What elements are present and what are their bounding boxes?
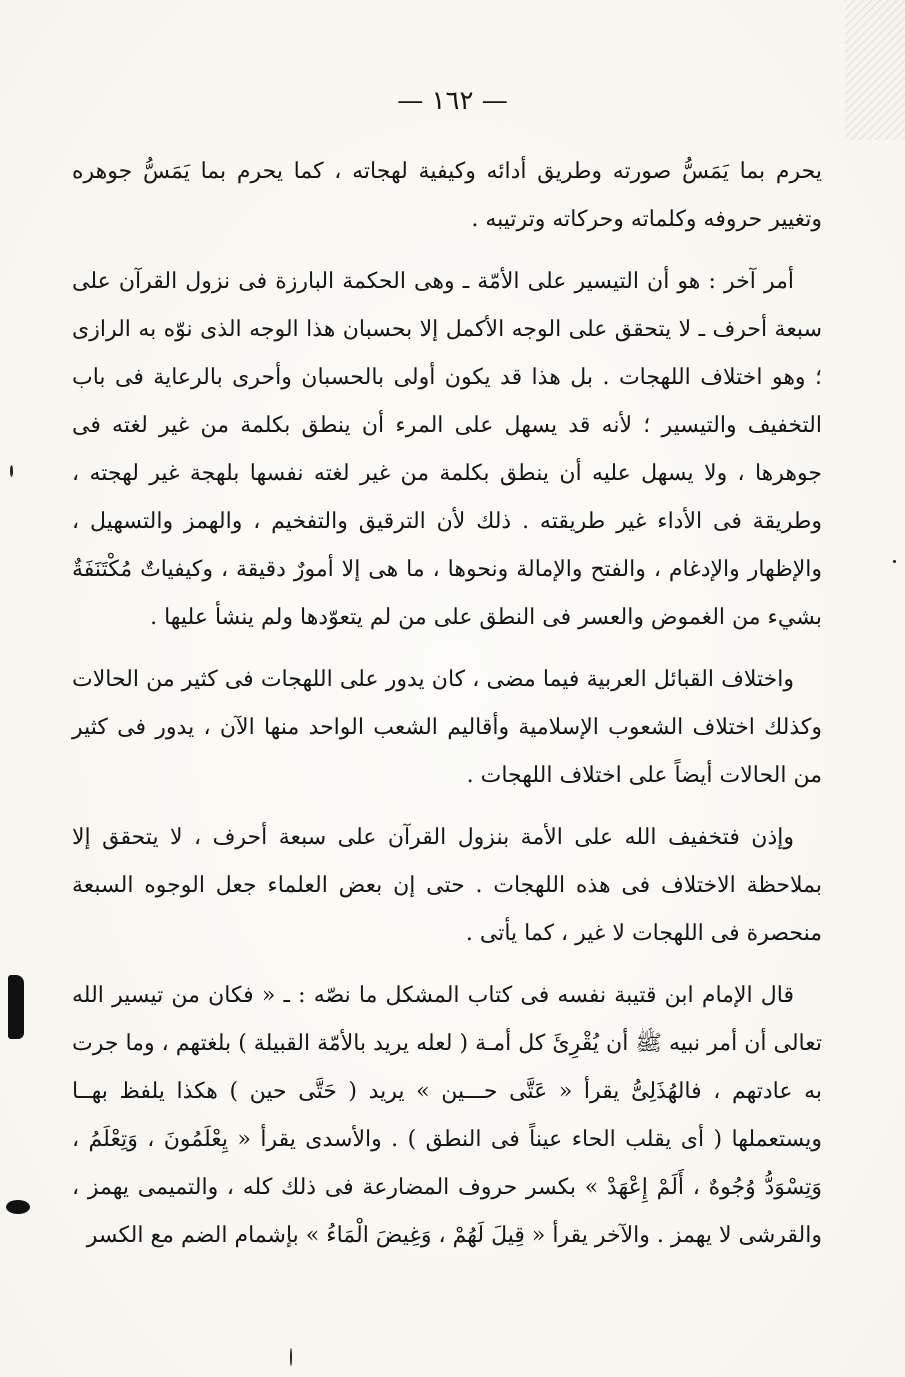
paragraph-1: يحرم بما يَمَسُّ صورته وطريق أدائه وكيفية لهجاته ، كما يحرم بما يَمَسُّ جوهره وتغيير حروفه وكلماته وحركاته وترتيبه . (72, 159, 822, 232)
body-text (72, 148, 822, 1260)
paragraph-2: أمر آخر : هو أن التيسير على الأمّة ـ وهى الحكمة البارزة فى نزول القرآن على سبعة أحرف ـ لا يتحقق على الوجه الأكمل إلا بحسبان هذا الوجه الذى نوّه به الرازى ؛ وهو اختلاف اللهجات . بل هذا قد يكون أولى بالحسبان وأحرى بالرعاية فى باب التخفيف والتيسير ؛ لأنه قد يسهل على المرء أن ينطق بكلمة من غير لغته فى جوهرها ، ولا يسهل عليه أن ينطق بكلمة من غير لغته نفسها بلهجة غير لهجته ، وطريقة فى الأداء غير طريقته . ذلك لأن الترقيق والتفخيم ، والهمز والتسهيل ، والإظهار والإدغام ، والفتح والإمالة ونحوها ، ما هى إلا أمورٌ دقيقة ، وكيفياتٌ مُكْتَنَفَةٌ بشيء من الغموض والعسر فى النطق على من لم يتعوّدها ولم ينشأ عليها . (72, 269, 822, 630)
scan-noise (845, 0, 905, 140)
margin-ink-blot (6, 1200, 30, 1214)
paragraph-4: وإذن فتخفيف الله على الأمة بنزول القرآن على سبعة أحرف ، لا يتحقق إلا بملاحظة الاختلاف فى هذه اللهجات . حتى إن بعض العلماء جعل الوجوه السبعة منحصرة فى اللهجات لا غير ، كما يأتى . (72, 825, 822, 946)
paragraph-3: واختلاف القبائل العربية فيما مضى ، كان يدور على اللهجات فى كثير من الحالات وكذلك اختلاف الشعوب الإسلامية وأقاليم الشعب الواحد منها الآن ، يدور فى كثير من الحالات أيضاً على اختلاف اللهجات . (72, 667, 822, 788)
page-number: — ١٦٢ — (397, 86, 508, 116)
margin-ink-mark (8, 975, 24, 1039)
ink-speck (10, 465, 13, 477)
paragraph-5: قال الإمام ابن قتيبة نفسه فى كتاب المشكل ما نصّه : ـ « فكان من تيسير الله تعالى أن أمر نبيه ﷺ أن يُقْرِئَ كل أمـة ( لعله يريد بالأمّة القبيلة ) بلغتهم ، وما جرت به عادتهم ، فالهُذَلِىُّ يقرأ « عَتَّى حـــين » يريد ( حَتَّى حين ) هكذا يلفظ بهــا ويستعملها ( أى يقلب الحاء عيناً فى النطق ) . والأسدى يقرأ « يِعْلَمُونَ ، وَتِعْلَمُ ، وَتِسْوَدُّ وُجُوهٌ ، أَلَمْ إِعْهَدْ » بكسر حروف المضارعة فى ذلك كله ، والتميمى يهمز ، والقرشى لا يهمز . والآخر يقرأ « قِيلَ لَهُمْ ، وَغِيضَ الْمَاءُ » بإشمام الضم مع الكسر (72, 983, 822, 1248)
ink-speck (290, 1348, 292, 1366)
ink-speck (893, 560, 896, 563)
